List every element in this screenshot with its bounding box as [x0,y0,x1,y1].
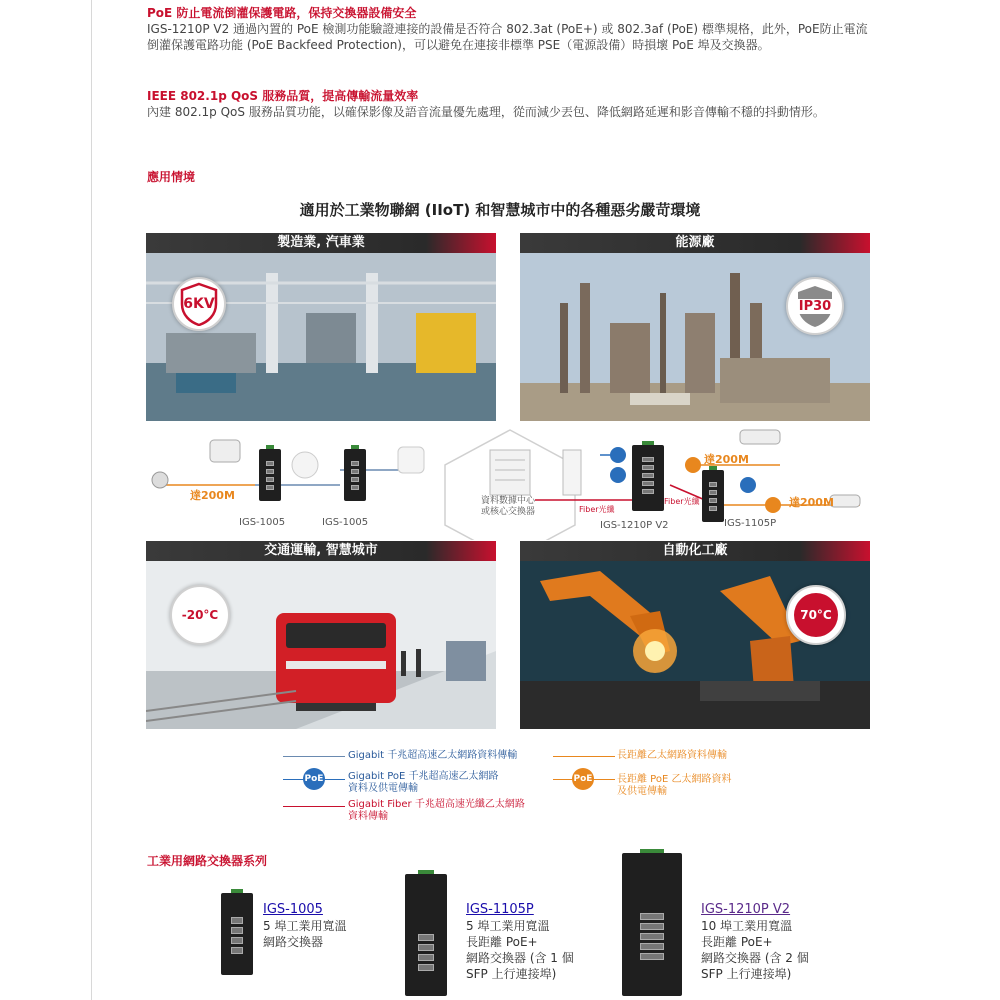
product-desc-line: 長距離 PoE+ [466,935,538,949]
panel-factory-label: 自動化工廠 [520,541,870,561]
panel-transport-label: 交通運輸, 智慧城市 [146,541,496,561]
distance-label-left: 達200M [190,489,235,502]
server-icon [490,450,530,495]
switch-igs-1210p-v2 [632,445,664,511]
legend-long-poe-badge: PoE [572,768,594,790]
legend-long-poe-line2: 及供電傳輸 [617,786,667,797]
application-title: 應用情境 [147,170,196,184]
low-temp-badge [170,585,230,645]
legend-long-poe [617,774,731,798]
panel-energy [520,233,870,421]
product-desc-line: SFP 上行連接埠) [701,967,792,981]
camera-icon-left [152,440,240,488]
legend-long-poe-line1: 長距離 PoE 乙太網路資料 [617,774,732,785]
product-igs-1105p [466,898,574,982]
panel-manufacturing-label: 製造業, 汽車業 [146,233,496,253]
product-desc-line: 5 埠工業用寬溫 [466,919,550,933]
product-image-igs-1105p [405,874,447,996]
legend-gigabit-line [283,756,345,757]
legend-fiber-line [283,806,345,807]
product-desc-line: 網路交換器 (含 2 個 [701,951,809,965]
label-switch-3: IGS-1210P V2 [600,520,669,531]
poe-section-title: PoE 防止電流倒灌保護電路，保持交換器設備安全 [147,6,417,20]
access-point-icon [292,452,318,478]
diagram-headline: 適用於工業物聯網 (IIoT) 和智慧城市中的各種惡劣嚴苛環境 [299,201,701,219]
distance-label-right: 達200M [789,496,834,509]
ip-rating-badge [786,277,844,335]
qos-section-title: IEEE 802.1p QoS 服務品質，提高傳輸流量效率 [147,89,419,103]
antenna-icon [563,450,581,495]
high-temp-badge-text: 70°C [800,608,832,622]
legend-poe-badge: PoE [303,768,325,790]
fiber-label-1: Fiber光纖 [579,505,615,514]
legend-gigabit-poe [348,771,499,795]
fiber-label-2: Fiber光纖 [664,497,700,506]
product-desc-line: 長距離 PoE+ [701,935,773,949]
legend-gigabit: Gigabit 千兆超高速乙太網路資料傳輸 [348,750,518,761]
label-switch-2: IGS-1005 [322,517,369,528]
left-divider [91,0,92,1000]
series-title: 工業用網路交換器系列 [147,854,268,868]
switch-igs-1105p [702,470,724,522]
distance-label-top: 達200M [704,453,749,466]
product-igs-1210p-v2 [701,898,809,982]
product-desc-line: 網路交換器 [263,935,324,949]
legend-long-line [553,756,615,757]
product-desc-line: SFP 上行連接埠) [466,967,557,981]
panel-energy-label: 能源廠 [520,233,870,253]
access-point-icon [398,447,424,473]
label-switch-4: IGS-1105P [724,518,777,529]
qos-section-body: 內建 802.1p QoS 服務品質功能，以確保影像及語音流量優先處理，從而減少丟包、降低網路延遲和影音傳輸不穩的抖動情形。 [147,105,825,119]
product-igs-1005 [263,898,346,950]
panel-manufacturing [146,233,496,421]
panel-factory [520,541,870,729]
product-image-igs-1210p-v2 [622,853,682,996]
legend-fiber-line2: 資料傳輸 [348,811,388,822]
datacenter-label [473,496,543,518]
voltage-badge [172,277,226,331]
datacenter-label-line2: 或核心交換器 [480,507,535,517]
high-temp-badge [786,585,846,645]
switch-igs-1005-b [344,449,366,501]
legend-fiber-line1: Gigabit Fiber 千兆超高速光纖乙太網路 [348,799,525,810]
product-link-igs-1105p[interactable]: IGS-1105P [466,902,534,917]
legend-gigabit-poe-line1: Gigabit PoE 千兆超高速乙太網路 [348,771,499,782]
legend-fiber [348,799,525,823]
product-desc-line: 網路交換器 (含 1 個 [466,951,574,965]
product-link-igs-1005[interactable]: IGS-1005 [263,902,323,917]
datacenter-label-line1: 資料數據中心 [480,496,535,506]
panel-transport [146,541,496,729]
poe-section-body: IGS-1210P V2 通過內置的 PoE 檢測功能驗證連接的設備是否符合 802.3at (PoE+) 或 802.3af (PoE) 標準規格，此外，PoE防止電流倒灌保護電路功能 (PoE Backfeed Protection)，可以避免在連接非標準 PSE（電源設備）時損壞 PoE 埠及交換器。 [147,22,868,52]
product-link-igs-1210p-v2[interactable]: IGS-1210P V2 [701,902,791,917]
voltage-badge-text: 6KV [183,296,215,312]
product-image-igs-1005 [221,893,253,975]
product-desc-line: 10 埠工業用寬溫 [701,919,793,933]
low-temp-badge-text: -20°C [181,608,219,622]
ip-rating-badge-text: IP30 [798,298,832,314]
legend-long-distance: 長距離乙太網路資料傳輸 [617,750,727,761]
switch-igs-1005-a [259,449,281,501]
product-desc-line: 5 埠工業用寬溫 [263,919,347,933]
label-switch-1: IGS-1005 [239,517,286,528]
legend-gigabit-poe-line2: 資料及供電傳輸 [348,783,418,794]
